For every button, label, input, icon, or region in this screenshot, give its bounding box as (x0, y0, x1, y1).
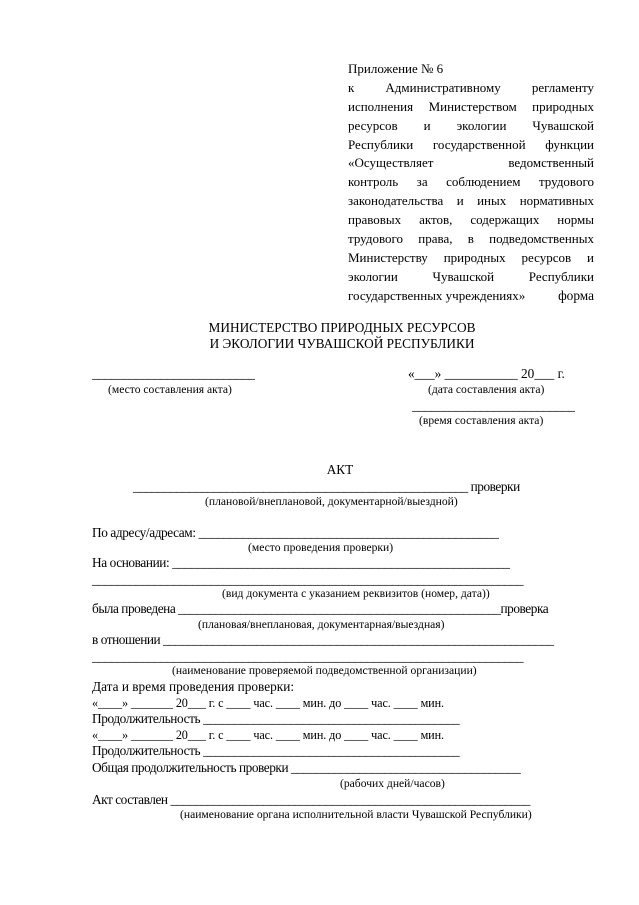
appendix-line: экологии Чувашской Республики (348, 268, 594, 284)
appendix-line: исполнения Министерством природных (348, 98, 594, 114)
appendix-line: законодательства и иных нормативных (348, 193, 594, 209)
datetime-row-1[interactable]: «____» _______ 20___ г. с ____ час. ____ мин. до ____ час. ____ мин. (92, 696, 444, 710)
appendix-line: Республики государственной функции (348, 136, 594, 152)
regarding-field[interactable]: в отношении _______________________________________________________________ (92, 632, 554, 647)
ministry-title-line2: И ЭКОЛОГИИ ЧУВАШСКОЙ РЕСПУБЛИКИ (209, 336, 475, 351)
time-field[interactable]: __________________________ (412, 398, 575, 413)
appendix-block (348, 60, 594, 306)
total-duration-caption: (рабочих дней/часов) (340, 777, 445, 790)
check-type-caption: (плановой/внеплановой, документарной/выездной) (205, 495, 458, 508)
datetime-label: Дата и время проведения проверки: (92, 679, 295, 694)
datetime-row-2[interactable]: «____» _______ 20___ г. с ____ час. ____ мин. до ____ час. ____ мин. (92, 728, 444, 742)
conducted-field[interactable]: была проведена ____________________________________________________проверка (92, 601, 549, 616)
appendix-line: Министерству природных ресурсов и (348, 249, 594, 265)
time-caption: (время составления акта) (419, 414, 544, 427)
act-title: АКТ (326, 462, 354, 477)
address-caption: (место проведения проверки) (248, 541, 394, 554)
place-caption: (место составления акта) (108, 383, 232, 396)
appendix-line: к Административному регламенту (348, 79, 594, 95)
appendix-line: контроль за соблюдением трудового (348, 174, 594, 190)
compiled-by-field[interactable]: Акт составлен __________________________________________________________ (92, 792, 530, 807)
ministry-title-line1: МИНИСТЕРСТВО ПРИРОДНЫХ РЕСУРСОВ (208, 320, 476, 335)
address-field[interactable]: По адресу/адресам: ________________________________________________ (92, 525, 499, 540)
basis-field-line2[interactable]: _____________________________________________________________________ (92, 572, 524, 587)
appendix-line: «Осуществляет ведомственный (348, 155, 594, 171)
duration-field-1[interactable]: Продолжительность _________________________________________ (92, 711, 460, 726)
basis-caption: (вид документа с указанием реквизитов (номер, дата)) (222, 587, 490, 600)
place-field[interactable]: __________________________ (92, 366, 255, 381)
check-type-field[interactable]: ______________________________________________________ проверки (133, 479, 520, 494)
total-duration-field[interactable]: Общая продолжительность проверки _____________________________________ (92, 760, 521, 775)
appendix-line: государственных учреждениях» (348, 287, 526, 303)
basis-field[interactable]: На основании: ______________________________________________________ (92, 555, 510, 570)
duration-field-2[interactable]: Продолжительность _________________________________________ (92, 743, 460, 758)
regarding-caption: (наименование проверяемой подведомственной организации) (172, 664, 477, 677)
compiled-by-caption: (наименование органа исполнительной власти Чувашской Республики) (180, 808, 532, 821)
form-label: форма (558, 288, 594, 303)
date-field[interactable]: «___» ___________ 20___ г. (408, 366, 565, 381)
conducted-caption: (плановая/внеплановая, документарная/выездная) (198, 618, 445, 631)
date-caption: (дата составления акта) (428, 383, 545, 396)
regarding-field-line2[interactable]: _____________________________________________________________________ (92, 649, 524, 664)
appendix-line: Приложение № 6 (348, 61, 444, 76)
appendix-line: правовых актов, содержащих нормы (348, 212, 594, 228)
appendix-line: ресурсов и экологии Чувашской (348, 117, 594, 133)
appendix-line: трудового права, в подведомственных (348, 231, 594, 247)
